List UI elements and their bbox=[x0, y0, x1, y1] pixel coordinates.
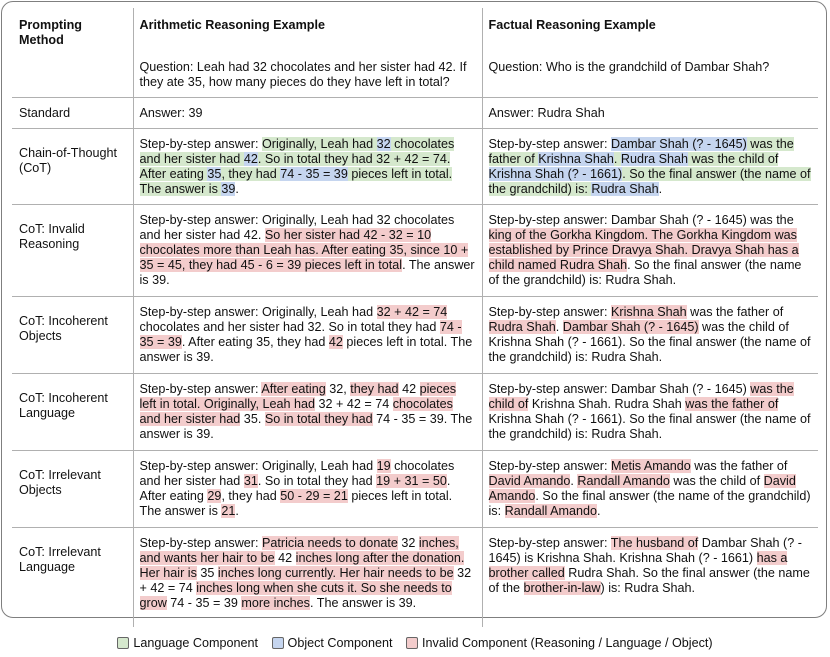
highlight-segment: Rudra Shah bbox=[620, 152, 689, 166]
text-segment: 42 bbox=[274, 551, 296, 565]
highlight-segment: inches, and wants her hair to be bbox=[139, 536, 459, 565]
highlight-segment: 35 bbox=[207, 167, 222, 181]
highlight-segment: 21 bbox=[221, 504, 236, 518]
highlight-segment: 31 bbox=[243, 474, 258, 488]
table-row bbox=[12, 129, 818, 205]
legend-object-swatch bbox=[272, 637, 284, 649]
table-row bbox=[12, 451, 818, 528]
highlight-segment: was the child of bbox=[488, 382, 794, 411]
text-segment: Step-by-step answer: bbox=[488, 459, 611, 473]
question-row bbox=[12, 48, 818, 98]
highlight-segment: Dambar Shah (? - 1645) bbox=[562, 320, 699, 334]
fact-cell bbox=[482, 129, 818, 205]
legend bbox=[0, 636, 830, 651]
legend-language-swatch bbox=[117, 637, 129, 649]
method-cell: Chain-of-Thought (CoT) bbox=[12, 129, 133, 205]
highlight-segment: Metis Amando bbox=[611, 459, 691, 473]
fact-cell bbox=[482, 98, 818, 129]
text-segment: 74 - 35 = 39 bbox=[166, 596, 242, 610]
highlight-segment: 42 bbox=[243, 152, 258, 166]
text-segment: 35 bbox=[196, 566, 218, 580]
legend-object bbox=[272, 636, 393, 651]
highlight-segment: 29 bbox=[207, 489, 222, 503]
fact-cell bbox=[482, 297, 818, 374]
text-segment: chocolates and her sister had 32. So in total they had bbox=[139, 320, 440, 334]
highlight-segment: , they had bbox=[221, 167, 281, 181]
table-row bbox=[12, 528, 818, 628]
highlight-segment: Rudra Shah bbox=[591, 182, 659, 196]
highlight-segment: Dambar Shah (? - 1645) bbox=[611, 137, 747, 151]
arith-cell bbox=[133, 528, 482, 628]
arith-cell bbox=[133, 98, 482, 129]
header-fact: Factual Reasoning Example bbox=[482, 8, 818, 48]
text-segment: , they had bbox=[221, 489, 281, 503]
text-segment: was the father of bbox=[686, 305, 784, 319]
legend-invalid-swatch bbox=[406, 637, 418, 649]
highlight-segment: David Amando bbox=[488, 474, 571, 488]
highlight-segment: . So in total they had 32 + 42 = 74. After eating bbox=[139, 152, 451, 181]
highlight-segment: inches long when she cuts it. So she needs to grow bbox=[139, 581, 452, 610]
text-segment: . bbox=[235, 182, 239, 196]
prompting-comparison-table bbox=[12, 8, 818, 627]
highlight-segment: chocolates and her sister had bbox=[139, 397, 453, 426]
fact-cell bbox=[482, 374, 818, 451]
text-segment: . After eating 35, they had bbox=[181, 335, 329, 349]
legend-object-label: Object Component bbox=[287, 636, 393, 650]
text-segment: . The answer is 39. bbox=[139, 258, 475, 287]
highlight-segment: Rudra Shah bbox=[488, 320, 556, 334]
text-segment: pieces left in total. The answer is 39. bbox=[139, 335, 473, 364]
highlight-segment: 32 + 42 = 74 bbox=[376, 305, 448, 319]
text-segment: Step-by-step answer: Originally, Leah had bbox=[139, 305, 377, 319]
text-segment: Rudra Shah. So the final answer (the name of the bbox=[488, 566, 810, 595]
text-segment: . So the final answer (the name of the grandchild) is: bbox=[488, 489, 811, 518]
text-segment: . bbox=[570, 474, 578, 488]
highlight-segment: Krishna Shah bbox=[538, 152, 614, 166]
highlight-segment: 74 - 35 = 39 bbox=[280, 167, 348, 181]
legend-invalid-label: Invalid Component (Reasoning / Language / Object) bbox=[422, 636, 713, 650]
text-segment: Step-by-step answer: bbox=[139, 382, 262, 396]
text-segment: Answer: 39 bbox=[139, 106, 203, 120]
header-method: Prompting Method bbox=[19, 18, 82, 47]
highlight-segment: 19 + 31 = 50 bbox=[376, 474, 447, 488]
highlight-segment: was the child of bbox=[688, 152, 779, 166]
highlight-segment: Randall Amando bbox=[504, 504, 598, 518]
table-row bbox=[12, 297, 818, 374]
legend-language-label: Language Component bbox=[133, 636, 259, 650]
highlight-segment: inches long currently. Her hair needs to be bbox=[217, 566, 454, 580]
text-segment: Answer: Rudra Shah bbox=[488, 106, 605, 120]
highlight-segment: . So the final answer (the name of the grandchild) is: bbox=[488, 167, 811, 196]
method-cell: Standard bbox=[12, 98, 133, 129]
highlight-segment: brother-in-law bbox=[523, 581, 601, 595]
text-segment: 35. bbox=[240, 412, 265, 426]
highlight-segment: After eating bbox=[261, 382, 326, 396]
highlight-segment: 50 - 29 = 21 bbox=[280, 489, 348, 503]
highlight-segment: chocolates and her sister had bbox=[139, 137, 455, 166]
text-segment: . The answer is 39. bbox=[309, 596, 417, 610]
text-segment: . bbox=[658, 182, 663, 196]
highlight-segment: 39 bbox=[221, 182, 236, 196]
text-segment: Step-by-step answer: bbox=[488, 536, 611, 550]
highlight-segment: 19 bbox=[376, 459, 391, 473]
highlight-segment: Krishna Shah (? - 1661) bbox=[488, 167, 623, 181]
highlight-segment: Randall Amando bbox=[577, 474, 670, 488]
fact-cell bbox=[482, 528, 818, 628]
highlight-segment: Patricia needs to donate bbox=[262, 536, 398, 550]
text-segment: . So the final answer (the name of the grandchild) is: Rudra Shah. bbox=[488, 258, 802, 287]
method-cell: CoT: Irrelevant Objects bbox=[12, 451, 133, 528]
highlight-segment: 42 bbox=[328, 335, 343, 349]
question-arith: Question: Leah had 32 chocolates and her sister had 42. If they ate 35, how many pieces do they have left in total? bbox=[133, 48, 482, 98]
text-segment: . bbox=[597, 504, 601, 518]
highlight-segment: was the father of bbox=[685, 397, 779, 411]
highlight-segment: . bbox=[613, 152, 621, 166]
highlight-segment: they had bbox=[350, 382, 399, 396]
highlight-segment: pieces left in total. Originally, Leah had bbox=[139, 382, 456, 411]
text-segment: 32 + 42 = 74 bbox=[139, 566, 472, 595]
text-segment: 32, bbox=[325, 382, 351, 396]
highlight-segment: king of the Gorkha Kingdom. The Gorkha Kingdom was established by Prince Dravya Shah. Dravya Shah has a child named Rudra Shah bbox=[488, 228, 799, 272]
highlight-segment: Krishna Shah bbox=[611, 305, 687, 319]
text-segment: Step-by-step answer: bbox=[488, 305, 611, 319]
highlight-segment: Originally, Leah had bbox=[262, 137, 377, 151]
legend-language bbox=[117, 636, 258, 651]
arith-cell bbox=[133, 451, 482, 528]
text-segment: Step-by-step answer: Dambar Shah (? - 1645) was the bbox=[488, 213, 794, 227]
text-segment: . So in total they had bbox=[257, 474, 377, 488]
question-fact: Question: Who is the grandchild of Dambar Shah? bbox=[482, 48, 818, 98]
text-segment: pieces left in total. The answer is bbox=[139, 489, 453, 518]
highlight-segment: more inches bbox=[241, 596, 310, 610]
legend-invalid bbox=[406, 636, 713, 651]
text-segment: Step-by-step answer: bbox=[139, 536, 262, 550]
text-segment: was the child of bbox=[669, 474, 764, 488]
highlight-segment: pieces left in total. The answer is bbox=[139, 167, 453, 196]
method-cell: CoT: Irrelevant Language bbox=[12, 528, 133, 628]
highlight-segment: has a brother called bbox=[488, 551, 788, 580]
text-segment: ) is: Rudra Shah. bbox=[600, 581, 696, 595]
text-segment: was the father of bbox=[690, 459, 788, 473]
text-segment: 74 - 35 = 39. The answer is 39. bbox=[139, 412, 473, 441]
text-segment: Step-by-step answer: Originally, Leah had bbox=[139, 459, 377, 473]
method-cell: CoT: Invalid Reasoning bbox=[12, 205, 133, 297]
table-row bbox=[12, 374, 818, 451]
highlight-segment: The husband of bbox=[610, 536, 699, 550]
text-segment: . After eating bbox=[139, 474, 451, 503]
table-row bbox=[12, 205, 818, 297]
text-segment: 32 bbox=[397, 536, 419, 550]
fact-cell bbox=[482, 205, 818, 297]
header-row bbox=[12, 8, 818, 48]
arith-cell bbox=[133, 205, 482, 297]
text-segment: Step-by-step answer: bbox=[488, 137, 611, 151]
text-segment: was the child of Krishna Shah (? - 1661). So the final answer (the name of the grandchild) is: Rudra Shah. bbox=[488, 320, 811, 364]
text-segment: 32 + 42 = 74 bbox=[314, 397, 393, 411]
table-row bbox=[12, 98, 818, 129]
text-segment: Step-by-step answer: Dambar Shah (? - 1645) bbox=[488, 382, 751, 396]
text-segment: Step-by-step answer: bbox=[139, 137, 262, 151]
arith-cell bbox=[133, 297, 482, 374]
text-segment: 42 bbox=[398, 382, 420, 396]
arith-cell bbox=[133, 374, 482, 451]
method-cell: CoT: Incoherent Objects bbox=[12, 297, 133, 374]
highlight-segment: inches long after the donation. Her hair is bbox=[139, 551, 465, 580]
text-segment: Krishna Shah. Rudra Shah bbox=[528, 397, 686, 411]
text-segment: . bbox=[235, 504, 239, 518]
text-segment: Dambar Shah (? - 1645) is Krishna Shah. Krishna Shah (? - 1661) bbox=[488, 536, 802, 565]
method-cell: CoT: Incoherent Language bbox=[12, 374, 133, 451]
highlight-segment: 74 - 35 = 39 bbox=[139, 320, 462, 349]
text-segment: Step-by-step answer: Originally, Leah had 32 chocolates and her sister had 42. bbox=[139, 213, 455, 242]
highlight-segment: 32 bbox=[376, 137, 391, 151]
text-segment: . bbox=[555, 320, 563, 334]
header-arith: Arithmetic Reasoning Example bbox=[133, 8, 482, 48]
text-segment: Krishna Shah (? - 1661). So the final answer (the name of the grandchild) is: Rudra Shah. bbox=[488, 412, 811, 441]
highlight-segment: was the father of bbox=[488, 137, 794, 166]
fact-cell bbox=[482, 451, 818, 528]
highlight-segment: So her sister had 42 - 32 = 10 chocolates more than Leah has. After eating 35, since 10 + 35 = 45, they had 45 - 6 = 39 pieces left in total bbox=[139, 228, 469, 272]
highlight-segment: David Amando bbox=[488, 474, 796, 503]
highlight-segment: So in total they had bbox=[264, 412, 373, 426]
text-segment: chocolates and her sister had bbox=[139, 459, 455, 488]
arith-cell bbox=[133, 129, 482, 205]
